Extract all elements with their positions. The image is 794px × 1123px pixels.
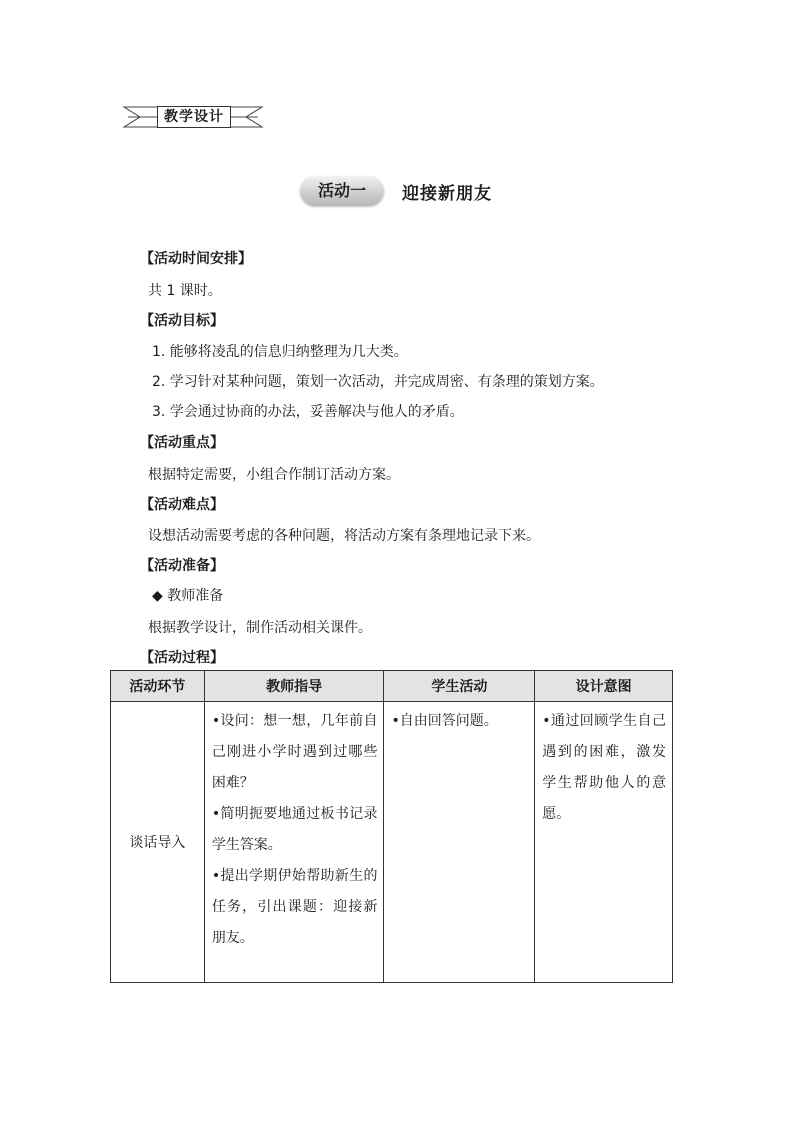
goal-item: 3. 学会通过协商的办法，妥善解决与他人的矛盾。: [152, 404, 464, 420]
teacher-guidance-item: •设问：想一想，几年前自己刚进小学时遇到过哪些困难？: [211, 713, 378, 791]
time-heading: 【活动时间安排】: [140, 251, 252, 267]
column-header: 学生活动: [384, 671, 535, 702]
prep-teacher: ◆ 教师准备: [152, 588, 224, 604]
design-intent-cell: [535, 702, 673, 983]
prep-text: 根据教学设计，制作活动相关课件。: [148, 620, 372, 636]
activity-title: [300, 174, 492, 208]
column-header: 设计意图: [535, 671, 673, 702]
student-activity-cell: [384, 702, 535, 983]
time-text: 共 1 课时。: [148, 283, 222, 299]
focus-text: 根据特定需要，小组合作制订活动方案。: [148, 467, 400, 483]
activity-name: 迎接新朋友: [402, 183, 492, 204]
teacher-guidance-item: •提出学期伊始帮助新生的任务，引出课题：迎接新朋友。: [211, 868, 378, 946]
banner-label: 教学设计: [157, 106, 231, 128]
difficulty-text: 设想活动需要考虑的各种问题，将活动方案有条理地记录下来。: [148, 528, 540, 544]
prep-heading: 【活动准备】: [140, 558, 224, 574]
goal-item: 2. 学习针对某种问题，策划一次活动，并完成周密、有条理的策划方案。: [152, 374, 604, 390]
teacher-guidance-item: •简明扼要地通过板书记录学生答案。: [211, 806, 378, 853]
column-header: 教师指导: [204, 671, 384, 702]
focus-heading: 【活动重点】: [140, 435, 224, 451]
process-heading: 【活动过程】: [140, 650, 224, 666]
activity-number-badge: 活动一: [300, 176, 384, 206]
design-intent-item: •通过回顾学生自己遇到的困难，激发学生帮助他人的意愿。: [542, 713, 666, 822]
table-row: [111, 702, 673, 983]
process-table: [110, 670, 673, 983]
goal-item: 1. 能够将凌乱的信息归纳整理为几大类。: [152, 344, 408, 360]
student-activity-item: •自由回答问题。: [391, 713, 498, 729]
difficulty-heading: 【活动难点】: [140, 497, 224, 513]
column-header: 活动环节: [111, 671, 205, 702]
section-banner: [122, 104, 264, 130]
goal-heading: 【活动目标】: [140, 313, 224, 329]
teacher-guidance-cell: [204, 702, 384, 983]
stage-cell: 谈话导入: [111, 702, 205, 983]
table-header-row: [111, 671, 673, 702]
